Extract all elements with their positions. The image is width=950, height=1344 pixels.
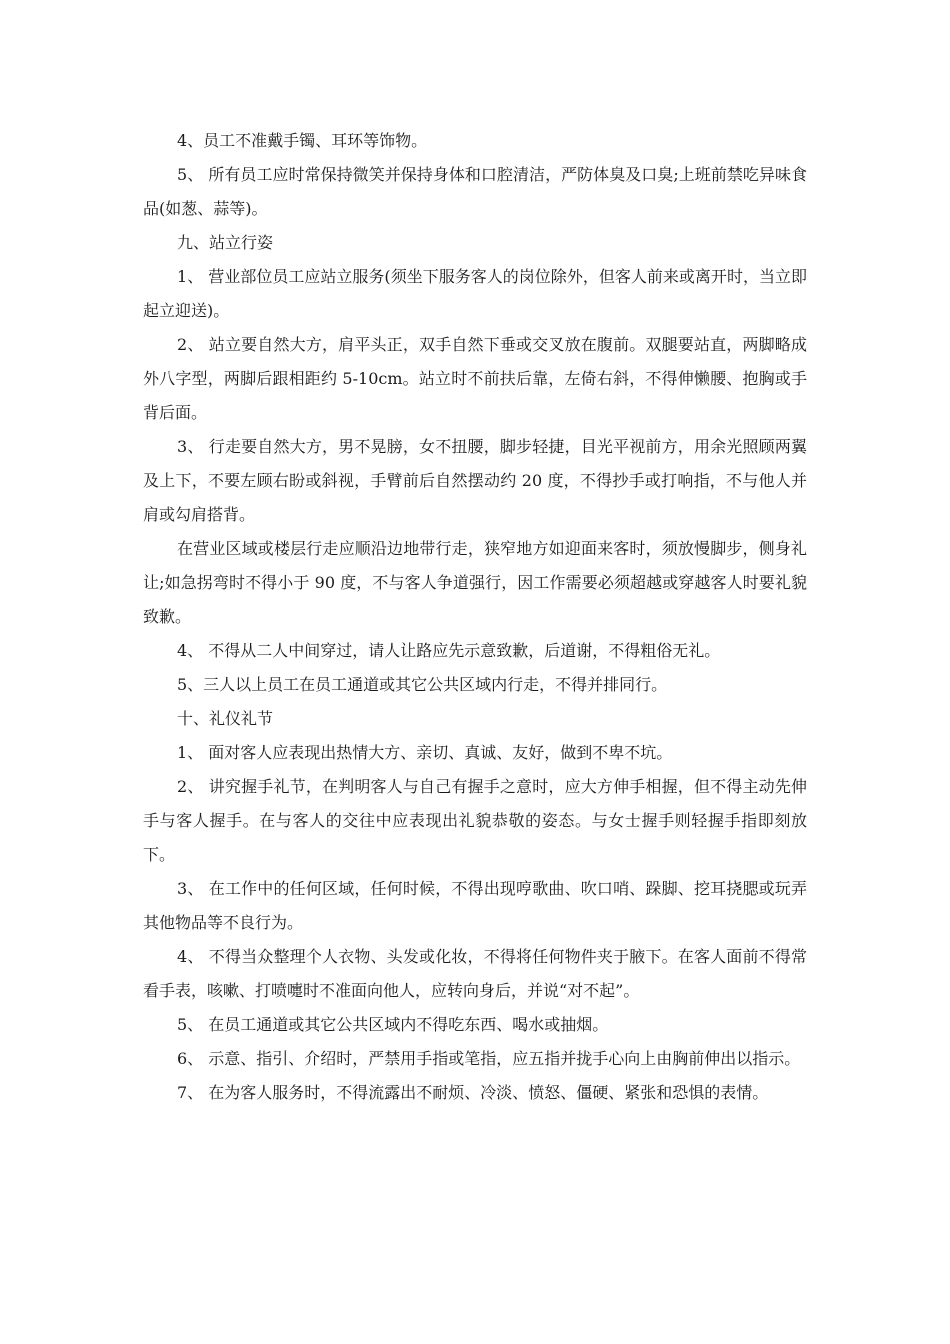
paragraph-item-2-handshake: 2、 讲究握手礼节，在判明客人与自己有握手之意时，应大方伸手相握，但不得主动先伸手与客人握手。在与客人的交往中应表现出礼貌恭敬的姿态。与女士握手则轻握手指即刻放下。	[143, 777, 807, 864]
paragraph-item-6-gesturing: 6、 示意、指引、介绍时，严禁用手指或笔指，应五指并拢手心向上由胸前伸出以指示。	[177, 1049, 801, 1068]
paragraph-walking-business-area: 在营业区域或楼层行走应顺沿边地带行走，狭窄地方如迎面来客时，须放慢脚步，侧身礼让;如急拐弯时不得小于 90 度，不与客人争道强行，因工作需要必须超越或穿越客人时要礼貌致歉。	[143, 539, 807, 626]
section-heading-etiquette: 十、礼仪礼节	[177, 709, 274, 728]
paragraph-item-1-attitude: 1、 面对客人应表现出热情大方、亲切、真诚、友好，做到不卑不坑。	[177, 743, 673, 762]
paragraph-item-3-walking: 3、 行走要自然大方，男不晃膀，女不扭腰，脚步轻捷，目光平视前方，用余光照顾两翼及上下，不要左顾右盼或斜视，手臂前后自然摆动约 20 度，不得抄手或打响指，不与他人并肩或勾肩搭背。	[143, 437, 807, 524]
paragraph-item-4-ornaments: 4、员工不准戴手镯、耳环等饰物。	[177, 131, 428, 150]
paragraph-item-7-expression: 7、 在为客人服务时，不得流露出不耐烦、冷淡、愤怒、僵硬、紧张和恐惧的表情。	[177, 1083, 769, 1102]
paragraph-item-4-grooming-public: 4、 不得当众整理个人衣物、头发或化妆，不得将任何物件夹于腋下。在客人面前不得常看手表，咳嗽、打喷嚏时不准面向他人，应转向身后，并说“对不起”。	[143, 947, 807, 1000]
paragraph-item-1-standing-service: 1、 营业部位员工应站立服务(须坐下服务客人的岗位除外，但客人前来或离开时，当立即起立迎送)。	[143, 267, 807, 320]
paragraph-item-5-smile-hygiene: 5、 所有员工应时常保持微笑并保持身体和口腔清洁，严防体臭及口臭;上班前禁吃异味食品(如葱、蒜等)。	[143, 165, 807, 218]
section-heading-standing-walking: 九、站立行姿	[177, 233, 274, 252]
paragraph-item-5-eating-corridor: 5、 在员工通道或其它公共区域内不得吃东西、喝水或抽烟。	[177, 1015, 609, 1034]
paragraph-item-2-standing-posture: 2、 站立要自然大方，肩平头正，双手自然下垂或交叉放在腹前。双腿要站直，两脚略成外八字型，两脚后跟相距约 5-10cm。站立时不前扶后靠，左倚右斜，不得伸懒腰、抱胸或手背后面。	[143, 335, 807, 422]
paragraph-item-4-passing: 4、 不得从二人中间穿过，请人让路应先示意致歉，后道谢，不得粗俗无礼。	[177, 641, 721, 660]
paragraph-item-3-bad-behavior: 3、 在工作中的任何区域，任何时候，不得出现哼歌曲、吹口哨、跺脚、挖耳挠腮或玩弄其他物品等不良行为。	[143, 879, 807, 932]
paragraph-item-5-group-walking: 5、三人以上员工在员工通道或其它公共区域内行走，不得并排同行。	[177, 675, 668, 694]
document-body	[143, 124, 807, 1110]
